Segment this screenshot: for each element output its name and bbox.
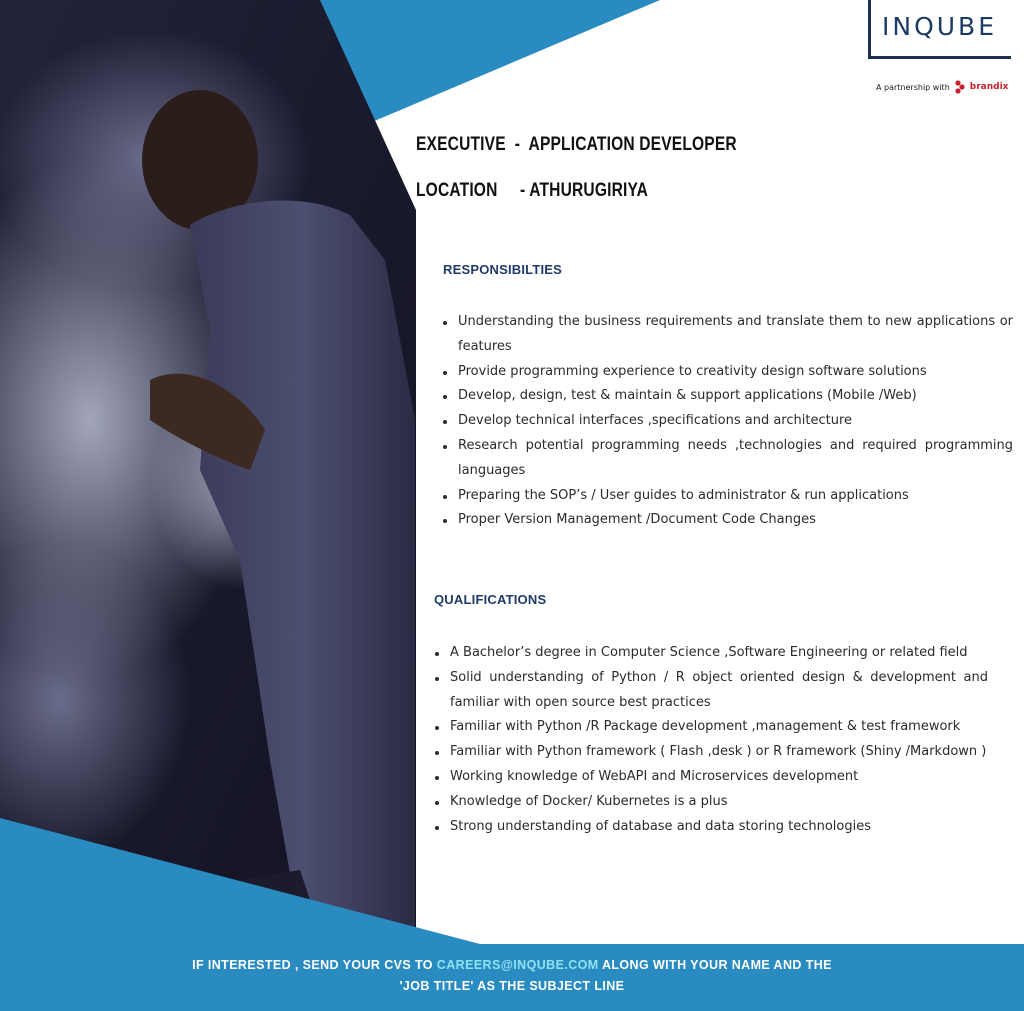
list-item: A Bachelor’s degree in Computer Science ,Software Engineering or related field: [435, 641, 988, 666]
company-logo: INQUBE: [882, 12, 997, 41]
brandix-logo-icon: [954, 80, 966, 94]
footer-prefix: IF INTERESTED , SEND YOUR CVS TO: [192, 958, 437, 972]
list-item: Familiar with Python /R Package development ,management & test framework: [435, 715, 988, 740]
list-item: Strong understanding of database and data storing technologies: [435, 815, 988, 840]
list-item: Develop technical interfaces ,specifications and architecture: [443, 409, 1013, 434]
list-item: Provide programming experience to creativity design software solutions: [443, 360, 1013, 385]
footer-band: [0, 944, 1024, 1011]
footer-suffix: ALONG WITH YOUR NAME AND THE: [598, 958, 832, 972]
qualifications-heading: QUALIFICATIONS: [434, 592, 547, 607]
list-item: Familiar with Python framework ( Flash ,desk ) or R framework (Shiny /Markdown ): [435, 740, 988, 765]
list-item: Understanding the business requirements and translate them to new applications or features: [443, 310, 1013, 360]
job-title: EXECUTIVE - APPLICATION DEVELOPER: [416, 134, 737, 155]
partnership-text: A partnership with: [876, 82, 950, 92]
list-item: Develop, design, test & maintain & support applications (Mobile /Web): [443, 384, 1013, 409]
footer-instruction-line2: 'JOB TITLE' AS THE SUBJECT LINE: [399, 979, 625, 993]
job-location: LOCATION - ATHURUGIRIYA: [416, 180, 649, 201]
partnership-line: [876, 80, 1008, 94]
accent-wedge-top: [320, 0, 660, 122]
list-item: Preparing the SOP’s / User guides to administrator & run applications: [443, 484, 1013, 509]
qualifications-list: [435, 641, 988, 839]
list-item: Working knowledge of WebAPI and Microservices development: [435, 765, 988, 790]
list-item: Knowledge of Docker/ Kubernetes is a plus: [435, 790, 988, 815]
list-item: Solid understanding of Python / R object oriented design & development and familiar with open source best practices: [435, 666, 988, 716]
list-item: Research potential programming needs ,technologies and required programming languages: [443, 434, 1013, 484]
responsibilities-heading: RESPONSIBILTIES: [443, 262, 563, 277]
responsibilities-list: [443, 310, 1013, 533]
list-item: Proper Version Management /Document Code Changes: [443, 508, 1013, 533]
footer-instruction-line1: [0, 958, 1024, 972]
partner-name: brandix: [969, 82, 1009, 92]
careers-email-link[interactable]: CAREERS@INQUBE.COM: [436, 958, 599, 972]
